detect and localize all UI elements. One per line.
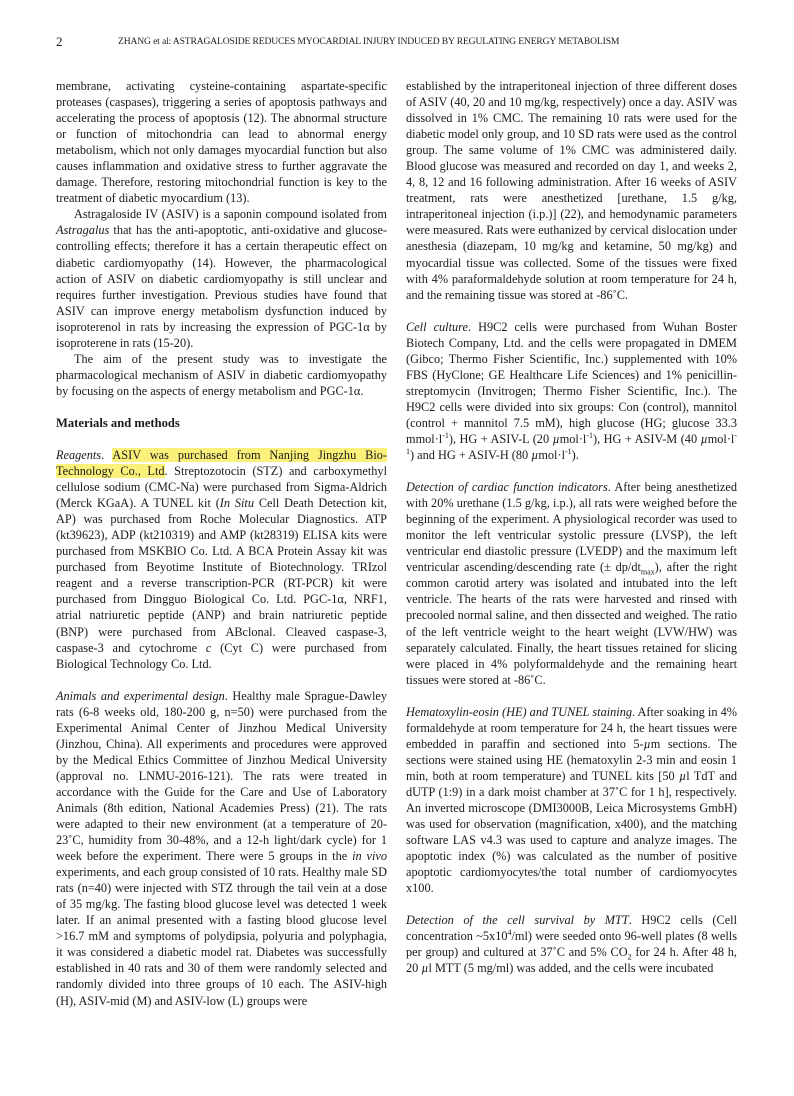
subheading-he-tunel: Hematoxylin-eosin (HE) and TUNEL staining (406, 704, 633, 719)
paragraph-asiv-dosing: established by the intraperitoneal injection of three different doses of ASIV (40, 20 and 10 mg/kg, respectively) once a day. ASIV was dissolved in 1% CMC. The remaining 10 rats were used for the diabetic model only group, and 10 SD rats were used as the control group. The same volume of 1% CMC was administered daily. Blood glucose was measured and recorded on day 1, and weeks 2, 4, 8, 12 and 16 following administration. After 16 weeks of ASIV treatment, rats were anesthetized [urethane, 1.5 g/kg, intraperitoneal injection (i.p.)] (22), and hemodynamic parameters were measured. Rats were euthanized by cervical dislocation under anesthesia (diazepam, 10 mg/kg and ketamine, 50 mg/kg) and myocardial tissue was collected. Some of the tissues were fixed with 4% paraformaldehyde solution at room temperature for 24 h, and the remaining tissue was stored at -86˚C. (406, 79, 737, 302)
subheading-mtt: Detection of the cell survival by MTT (406, 913, 629, 928)
paragraph-asiv-intro: Astragaloside IV (ASIV) is a saponin compound isolated from Astragalus that has the anti-apoptotic, anti-oxidative and glucose-controlling effects; therefore it has a certain therapeutic effect on diabetic cardiomyopathy (14). However, the pharmacological action of ASIV on diabetic cardiomyopathy is still unclear and requires further investigation. Previous studies have found that ASIV can improve energy metabolism dysfunction induced by isoproterenol in rats by increasing the expression of PGC-1α by isoproterene in rats (15-20). (56, 207, 387, 350)
paragraph-mtt: Detection of the cell survival by MTT. H9C2 cells (Cell concentration $\sim 5x10^4/ml$) were seeded onto 96-well plates (8 wells per group) and cultured at 37˚C and 5% $CO_2$ for 24 h. After 48 h, 20 µl MTT (5 mg/ml) was added, and the cells were incubated (406, 913, 738, 976)
left-column (56, 78, 387, 1009)
paragraph-mitochondria: membrane, activating cysteine-containing aspartate-specific proteases (caspases), triggering a series of apoptosis pathways and accelerating the process of apoptosis (12). The abnormal structure or function of mitochondria can lead to abnormal energy metabolism, which not only damages myocardial function but also causes inflammation and oxidative stress to further aggravate the damage. Therefore, restoring mitochondrial function is key to the treatment of diabetic myocardium (13). (56, 79, 387, 206)
genus-astragalus: Astragalus (56, 223, 110, 238)
page-header (56, 34, 738, 50)
subheading-animals: Animals and experimental design (56, 688, 225, 703)
paragraph-cardiac-function: Detection of cardiac function indicators. After being anesthetized with 20% urethane (1.5 g/kg, i.p.), all rats were weighed before the beginning of the experiment. A physiological recorder was used to monitor the left ventricular systolic pressure (LVSP), the left ventricular end diastolic pressure (LVEDP) and the maximum left ventricular ascending/descending rate (± $dp/dt_{max}$), after the right common carotid artery was isolated and intubated into the left ventricle. The hearts of the rats were harvested and rinsed with precooled normal saline, and then dissected and weighed. The ratio of the left ventricle weight to the heart weight (LVW/HW) was separately calculated. Finally, the heart tissues retained for slicing were placed in 4% polyformaldehyde and the remaining heart tissues were stored at -86˚C. (406, 480, 737, 687)
paragraph-cell-culture: Cell culture. H9C2 cells were purchased from Wuhan Boster Biotech Company, Ltd. and the cells were propagated in DMEM (Gibco; Thermo Fisher Scientific, Inc.) supplemented with 10% FBS (HyClone; GE Healthcare Life Sciences) and 1% penicillin-streptomycin (Invitrogen; Thermo Fisher Scientific, Inc.). The H9C2 cells were divided into six groups: Con (control), mannitol (control + mannitol 7.5 mM), high glucose (HG; glucose 33.3 $mmol\cdot l^{-1}$), HG + ASIV-L (20 $\mu mol\cdot l^{-1}$), HG + ASIV-M (40 $\mu mol\cdot l^{-1}$) and HG + ASIV-H (80 $\mu mol\cdot l^{-1}$). (406, 319, 738, 463)
paragraph-reagents: Reagents. ASIV was purchased from Nanjing Jingzhu Bio-Technology Co., Ltd. Streptozotocin (STZ) and carboxymethyl cellulose sodium (CMC-Na) were purchased from Sigma-Aldrich (Merck KGaA). A TUNEL kit (In Situ Cell Death Detection kit, AP) was purchased from Roche Molecular Diagnostics. ATP (kt39623), ADP (kt210319) and AMP (kt28319) ELISA kits were purchased from MSKBIO Co. Ltd. A BCA Protein Assay kit was purchased from Beyotime Institute of Biotechnology. TRIzol reagent and a reverse transcription-PCR (RT-PCR) kit were purchased from Dingguo Biological Co. Ltd. PGC-1α, NRF1, atrial natriuretic peptide (ANP) and brain natriuretic peptide (BNP) were purchased from ABclonal. Cleaved caspase-3, caspase-3 and cytochrome c (Cyt C) were purchased from Biological Technology Co. Ltd. (56, 447, 388, 671)
section-heading-methods: Materials and methods (56, 415, 180, 430)
right-column (406, 78, 737, 976)
paragraph-animals: Animals and experimental design. Healthy male Sprague-Dawley rats (6-8 weeks old, 180-200 g, n=50) were purchased from the Experimental Animal Center of Jinzhou Medical University (Jinzhou, China). All experiments and procedures were approved by the Medical Ethics Committee of Jinzhou Medical University (approval no. LNMU-2016-121). The rats were treated in accordance with the Guide for the Care and Use of Laboratory Animals (8th edition, National Academies Press) (21). The rats were adapted to their new environment (at a temperature of 20-23˚C, humidity from 30-48%, and a 12-h light/dark cycle) for 1 week before the experiment. There were 5 groups in the in vivo experiments, and each group consisted of 10 rats. Healthy male SD rats (n=40) were injected with STZ through the tail vein at a dose of 35 mg/kg. The fasting blood glucose level was detected 1 week later. If an animal presented with a fasting blood glucose level >16.7 mM and symptoms of polydipsia, polyuria and polyphagia, it was considered a diabetic model rat. Diabetes was successfully established in 40 rats and 30 of them were randomly selected and randomly divided into three groups of 10 each. The ASIV-high (H), ASIV-mid (M) and ASIV-low (L) groups were (56, 688, 387, 1008)
subheading-reagents: Reagents (56, 447, 102, 462)
page-number: 2 (56, 34, 63, 49)
paragraph-aim: The aim of the present study was to investigate the pharmacological mechanism of ASIV in diabetic cardiomyopathy by focusing on the aspects of energy metabolism and PGC-1α. (56, 351, 387, 398)
subheading-cardiac-function: Detection of cardiac function indicators (406, 480, 608, 495)
running-head: ZHANG et al: ASTRAGALOSIDE REDUCES MYOCARDIAL INJURY INDUCED BY REGULATING ENERGY METABOLISM (118, 36, 620, 47)
subheading-cell-culture: Cell culture (406, 319, 468, 334)
highlighted-text: ASIV was purchased from Nanjing Jingzhu Bio-Technology Co., Ltd (56, 447, 387, 479)
paragraph-he-tunel: Hematoxylin-eosin (HE) and TUNEL staining. After soaking in 4% formaldehyde at room temperature for 24 h, the heart tissues were embedded in paraffin and sectioned into 5-µm sections. The sections were stained using HE (hematoxylin 2-3 min and eosin 1 min, both at room temperature) and TUNEL kits [50 µl TdT and dUTP (1:9) in a dark moist chamber at 37˚C for 1 h], respectively. An inverted microscope (DMI3000B, Leica Microsystems GmbH) was used for observation (magnification, x400), and the matching software LAS v4.3 was used to capture and analyze images. The apoptotic index (%) was calculated as the number of positive apoptotic cardiomyocytes/the total number of cardiomyocytes x100. (406, 704, 737, 896)
